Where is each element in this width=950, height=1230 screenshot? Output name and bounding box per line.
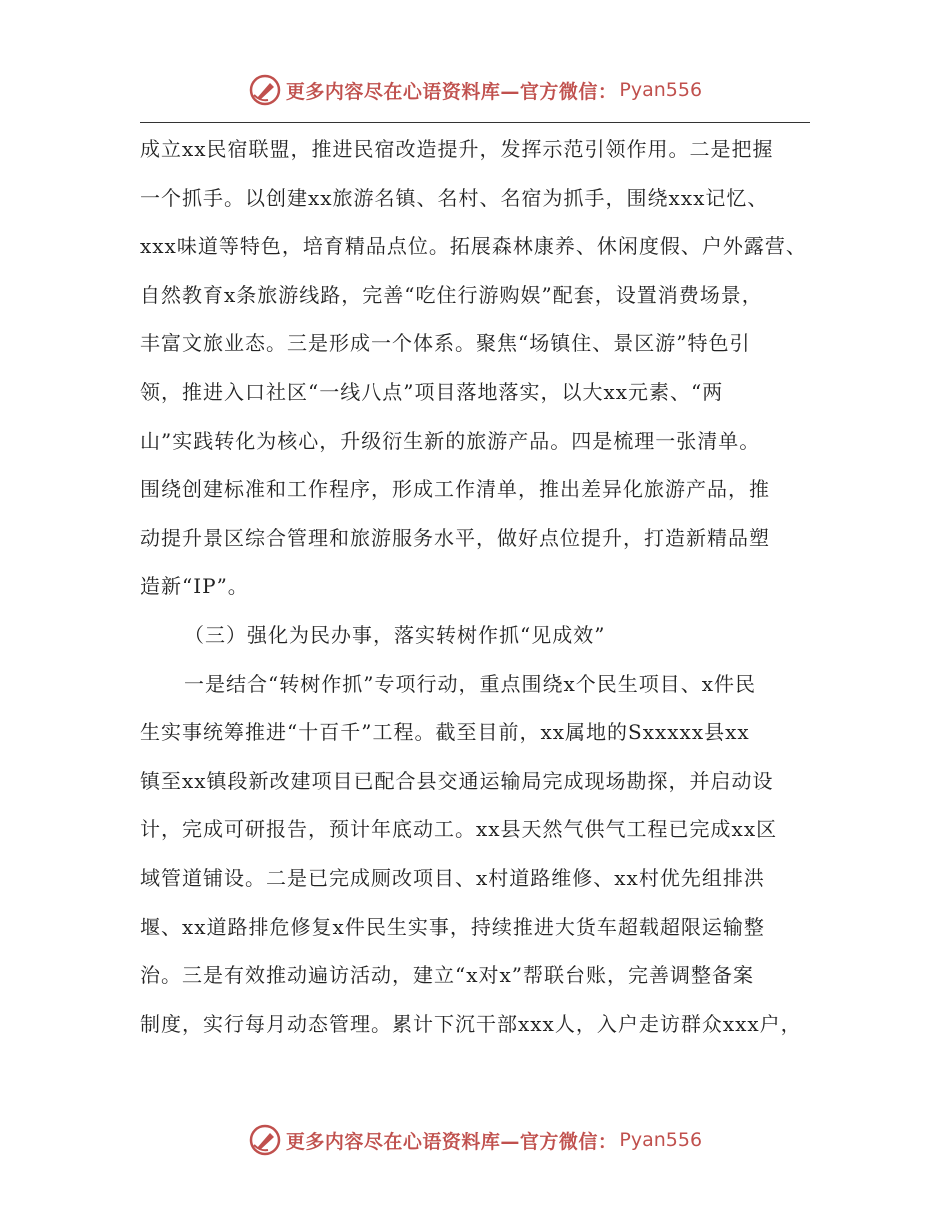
paragraph-line: 山”实践转化为核心，升级衍生新的旅游产品。四是梳理一张清单。 — [140, 428, 761, 453]
page-footer-watermark — [0, 1120, 950, 1160]
header-rule — [140, 122, 810, 123]
watermark — [248, 73, 702, 107]
paragraph-line: 领，推进入口社区“一线八点”项目落地落实，以大xx元素、“两 — [140, 379, 724, 404]
pen-nib-logo-icon — [248, 1123, 282, 1157]
section-line: 计，完成可研报告，预计年底动工。xx县天然气供气工程已完成xx区 — [140, 817, 778, 842]
watermark-wechat-id: Pyan556 — [619, 1129, 703, 1151]
watermark — [248, 1123, 702, 1157]
section-line: 生实事统筹推进“十百千”工程。截至目前，xx属地的Sxxxxx县xx — [140, 720, 750, 745]
document-body — [140, 125, 820, 1048]
watermark-text: 更多内容尽在心语资料库—官方微信： — [285, 1130, 618, 1153]
paragraph-line: 围绕创建标准和工作程序，形成工作清单，推出差异化旅游产品，推 — [140, 477, 770, 502]
section-line: 镇至xx镇段新改建项目已配合县交通运输局完成现场勘探，并启动设 — [140, 768, 774, 793]
section-line: 一是结合“转树作抓”专项行动，重点围绕x个民生项目、x件民 — [184, 671, 757, 696]
section-line: 制度，实行每月动态管理。累计下沉干部xxx人，入户走访群众xxx户， — [140, 1011, 802, 1036]
section-line: 堰、xx道路排危修复x件民生实事，持续推进大货车超载超限运输整 — [140, 914, 765, 939]
watermark-text: 更多内容尽在心语资料库—官方微信： — [285, 80, 618, 103]
section-heading: （三）强化为民办事，落实转树作抓“见成效” — [184, 622, 606, 647]
paragraph-line: 丰富文旅业态。三是形成一个体系。聚焦“场镇住、景区游”特色引 — [140, 331, 751, 356]
page-header-watermark — [0, 70, 950, 110]
section-line: 治。三是有效推动遍访活动，建立“x对x”帮联台账，完善调整备案 — [140, 963, 755, 988]
paragraph-line: 自然教育x条旅游线路，完善“吃住行游购娱”配套，设置消费场景， — [140, 282, 763, 307]
pen-nib-logo-icon — [248, 73, 282, 107]
paragraph-line: 一个抓手。以创建xx旅游名镇、名村、名宿为抓手，围绕xxx记忆、 — [140, 185, 769, 210]
paragraph-line: 成立xx民宿联盟，推进民宿改造提升，发挥示范引领作用。二是把握 — [140, 137, 774, 161]
paragraph-line: 动提升景区综合管理和旅游服务水平，做好点位提升，打造新精品塑 — [140, 525, 770, 550]
paragraph-line: 造新“IP”。 — [140, 574, 249, 599]
section-line: 域管道铺设。二是已完成厕改项目、x村道路维修、xx村优先组排洪 — [140, 865, 765, 890]
watermark-wechat-id: Pyan556 — [619, 79, 703, 101]
paragraph-line: xxx味道等特色，培育精品点位。拓展森林康养、休闲度假、户外露营、 — [140, 234, 807, 259]
